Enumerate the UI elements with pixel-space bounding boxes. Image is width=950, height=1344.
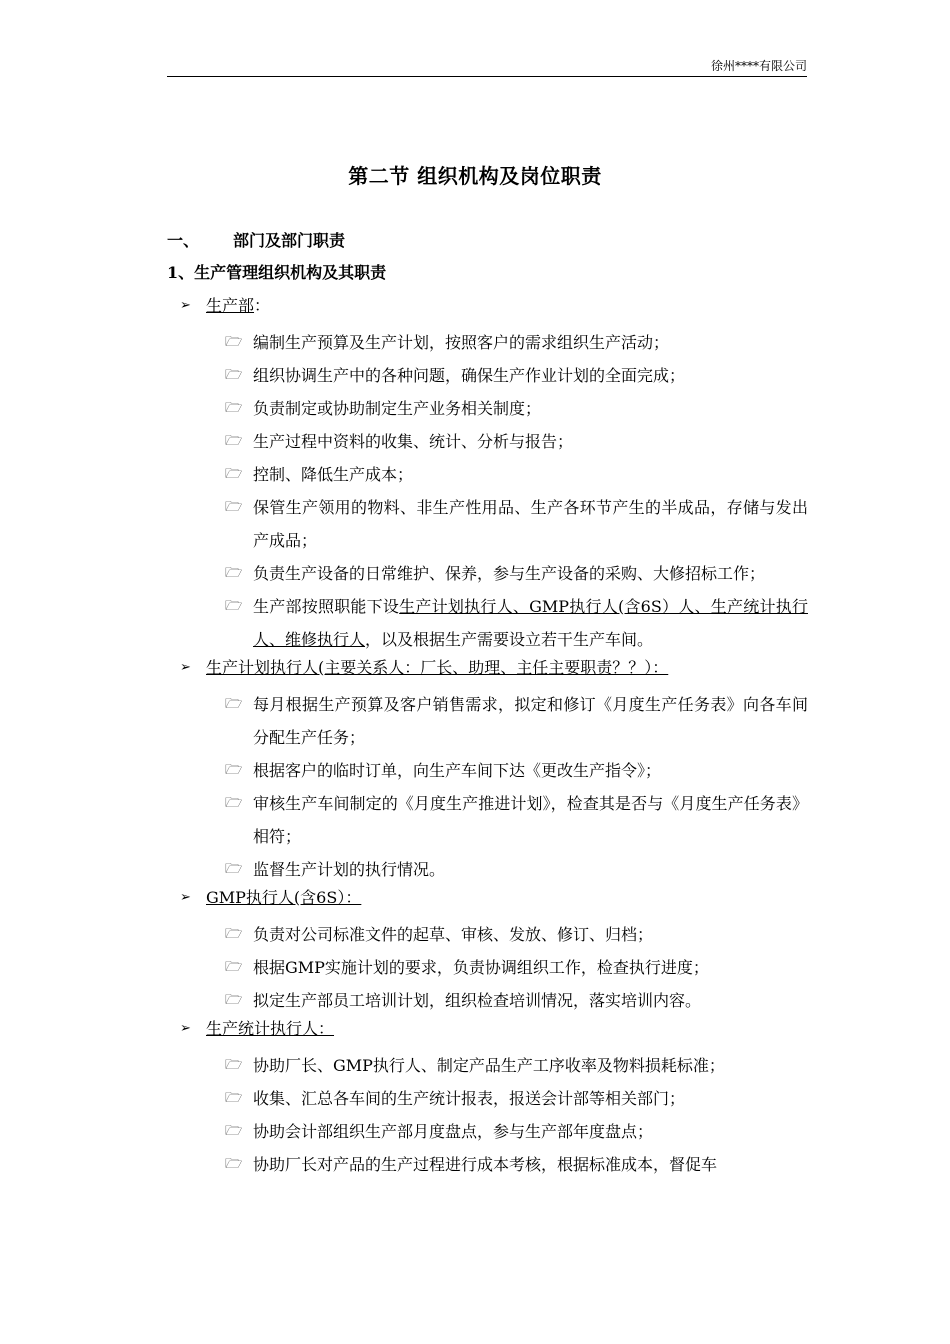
document-body [0, 294, 950, 1181]
item-text: 根据GMP实施计划的要求，负责协调组织工作，检查执行进度； [253, 958, 709, 977]
item-text: 协助厂长、GMP执行人、制定产品生产工序收率及物料损耗标准； [253, 1056, 725, 1075]
folder-bullet-icon: 🗁 [225, 1057, 243, 1073]
item-text: 收集、汇总各车间的生产统计报表，报送会计部等相关部门； [253, 1089, 686, 1108]
section-heading [0, 656, 950, 688]
list-item [225, 1148, 808, 1181]
section-heading [0, 1017, 950, 1049]
folder-bullet-icon: 🗁 [225, 992, 243, 1008]
item-text: 根据客户的临时订单，向生产车间下达《更改生产指令》； [253, 761, 662, 780]
folder-bullet-icon: 🗁 [225, 795, 243, 811]
item-text: 控制、降低生产成本； [253, 465, 414, 484]
list-item [225, 688, 808, 754]
section-gmp [0, 886, 950, 1017]
item-underlined-text: 生产计划执行人、GMP执行人(含6S）人、生产统计执行人、维修执行人 [253, 597, 808, 649]
section-heading [0, 886, 950, 918]
folder-bullet-icon: 🗁 [225, 400, 243, 416]
item-text: 组织协调生产中的各种问题，确保生产作业计划的全面完成； [253, 366, 686, 385]
arrow-bullet-icon: ➢ [180, 890, 191, 905]
page-title: 第二节 组织机构及岗位职责 [348, 164, 602, 188]
arrow-bullet-icon: ➢ [180, 298, 191, 313]
item-text: 负责制定或协助制定生产业务相关制度； [253, 399, 542, 418]
item-text: 每月根据生产预算及客户销售需求，拟定和修订《月度生产任务表》向各车间分配生产任务； [253, 695, 808, 747]
list-item [225, 984, 808, 1017]
list-item [225, 359, 808, 392]
item-text: 负责生产设备的日常维护、保养，参与生产设备的采购、大修招标工作； [253, 564, 766, 583]
folder-bullet-icon: 🗁 [225, 1123, 243, 1139]
list-item [225, 590, 808, 656]
folder-bullet-icon: 🗁 [225, 598, 243, 614]
folder-bullet-icon: 🗁 [225, 1156, 243, 1172]
list-item [225, 326, 808, 359]
page-header [167, 58, 807, 77]
section-production [0, 294, 950, 656]
item-text: 编制生产预算及生产计划，按照客户的需求组织生产活动； [253, 333, 670, 352]
heading-level2: 1、生产管理组织机构及其职责 [167, 263, 387, 282]
item-text: 保管生产领用的物料、非生产性用品、生产各环节产生的半成品，存储与发出产成品； [253, 498, 808, 550]
item-text: 生产部按照职能下设 [253, 597, 400, 616]
list-item [225, 1049, 808, 1082]
arrow-bullet-icon: ➢ [180, 1021, 191, 1036]
list-item [225, 491, 808, 557]
folder-bullet-icon: 🗁 [225, 499, 243, 515]
section-statistics [0, 1017, 950, 1181]
item-text: 审核生产车间制定的《月度生产推进计划》，检查其是否与《月度生产任务表》相符； [253, 794, 808, 846]
section-label: GMP执行人(含6S）： [206, 888, 362, 907]
item-text-suffix: ，以及根据生产需要设立若干生产车间。 [365, 630, 654, 649]
item-text: 协助会计部组织生产部月度盘点，参与生产部年度盘点； [253, 1122, 654, 1141]
section-label: 生产统计执行人： [206, 1019, 335, 1038]
folder-bullet-icon: 🗁 [225, 466, 243, 482]
item-text: 监督生产计划的执行情况。 [253, 860, 446, 879]
section-planning [0, 656, 950, 886]
arrow-bullet-icon: ➢ [180, 660, 191, 675]
list-item [225, 1082, 808, 1115]
folder-bullet-icon: 🗁 [225, 762, 243, 778]
list-item [225, 557, 808, 590]
folder-bullet-icon: 🗁 [225, 926, 243, 942]
list-item [225, 754, 808, 787]
folder-bullet-icon: 🗁 [225, 696, 243, 712]
section-heading [0, 294, 950, 326]
list-item [225, 1115, 808, 1148]
item-text: 拟定生产部员工培训计划，组织检查培训情况，落实培训内容。 [253, 991, 702, 1010]
folder-bullet-icon: 🗁 [225, 861, 243, 877]
list-item [225, 458, 808, 491]
section-label: 生产部 [206, 296, 255, 315]
folder-bullet-icon: 🗁 [225, 565, 243, 581]
section-label-suffix: ： [254, 296, 271, 315]
list-item [225, 787, 808, 853]
list-item [225, 918, 808, 951]
folder-bullet-icon: 🗁 [225, 1090, 243, 1106]
company-name: 徐州****有限公司 [710, 59, 807, 73]
folder-bullet-icon: 🗁 [225, 367, 243, 383]
list-item [225, 425, 808, 458]
heading-number: 一、 [167, 231, 200, 250]
heading-text: 部门及部门职责 [233, 231, 346, 250]
list-item [225, 392, 808, 425]
item-text: 协助厂长对产品的生产过程进行成本考核，根据标准成本，督促车 [253, 1155, 718, 1174]
heading-level1 [167, 229, 345, 253]
item-text: 负责对公司标准文件的起草、审核、发放、修订、归档； [253, 925, 654, 944]
list-item [225, 853, 808, 886]
section-label: 生产计划执行人(主要关系人：厂长、助理、主任主要职责？？）： [206, 658, 669, 677]
list-item [225, 951, 808, 984]
folder-bullet-icon: 🗁 [225, 433, 243, 449]
folder-bullet-icon: 🗁 [225, 959, 243, 975]
folder-bullet-icon: 🗁 [225, 334, 243, 350]
item-text: 生产过程中资料的收集、统计、分析与报告； [253, 432, 574, 451]
